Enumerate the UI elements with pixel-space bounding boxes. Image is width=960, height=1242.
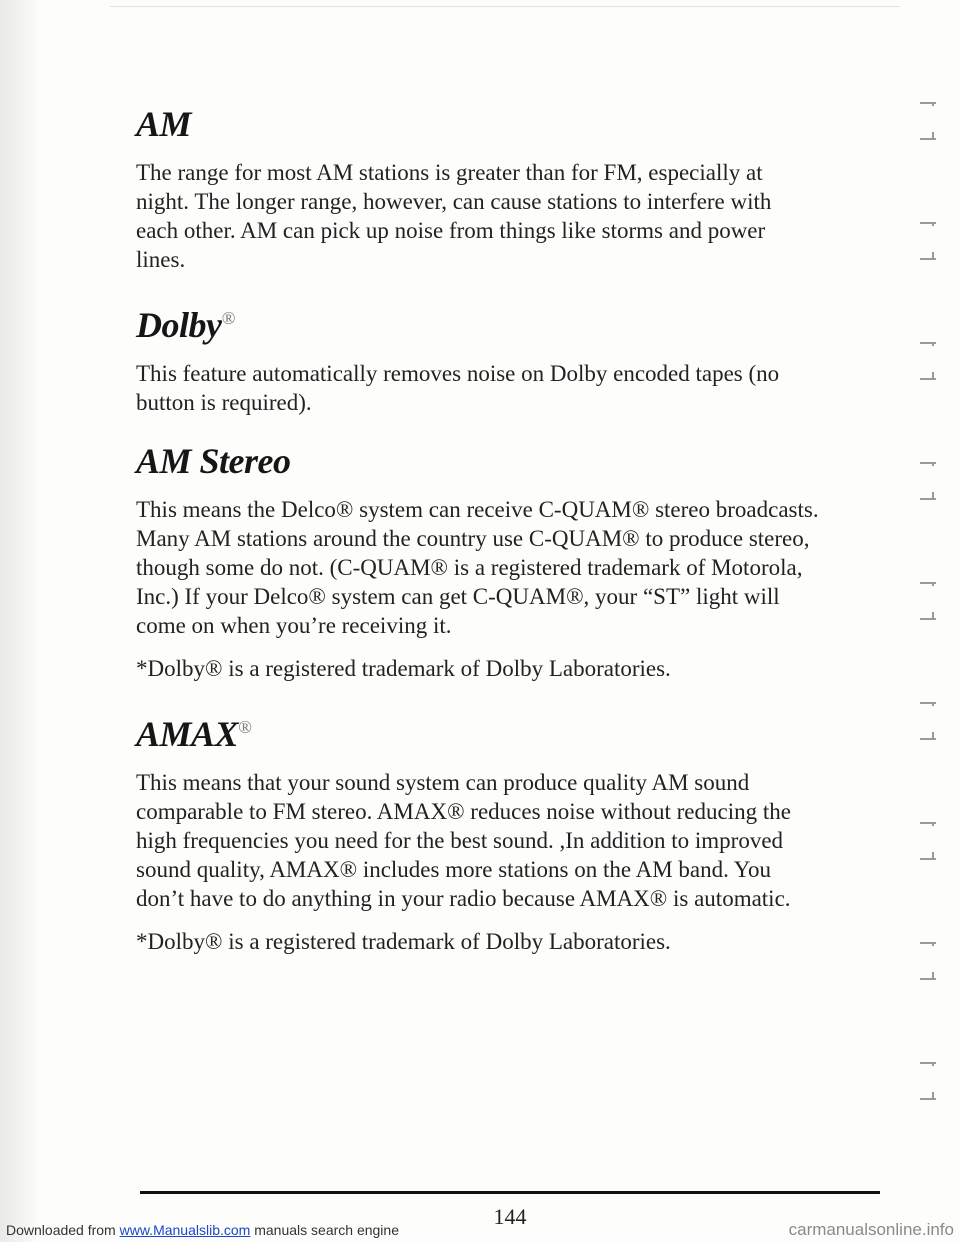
registered-mark: ®	[221, 308, 235, 328]
download-credit	[6, 1222, 399, 1238]
note-amax: *Dolby® is a registered trademark of Dolby Laboratories.	[136, 929, 671, 954]
index-tab-mark	[912, 930, 946, 1050]
index-tab-mark	[912, 690, 946, 810]
heading-amax	[136, 703, 896, 758]
heading-dolby	[136, 294, 896, 349]
page-edge-shadow	[0, 0, 40, 1242]
index-tab-mark	[912, 330, 946, 450]
section-am	[136, 100, 896, 274]
index-tab-mark	[912, 570, 946, 690]
body-amax: This means that your sound system can produce quality AM sound comparable to FM stereo. AMAX® reduces noise without reducing the high frequencies you need for the best sound. ,In addition to improved sound quality, AMAX® includes more stations on the AM band. You don’t have to do anything in your radio because AMAX® is automatic.	[136, 770, 791, 911]
index-tab-mark	[912, 810, 946, 930]
body-am: The range for most AM stations is greater than for FM, especially at night. The longer range, however, can cause stations to interfere with each other. AM can pick up noise from things like storms and power lines.	[136, 160, 772, 272]
heading-am-stereo: AM Stereo	[136, 441, 291, 481]
heading-dolby-text: Dolby	[136, 305, 222, 345]
index-tab-mark	[912, 1050, 946, 1170]
index-tab-mark	[912, 90, 946, 210]
registered-mark: ®	[238, 717, 252, 737]
download-credit-suffix: manuals search engine	[250, 1222, 399, 1238]
body-dolby: This feature automatically removes noise on Dolby encoded tapes (no button is required).	[136, 361, 780, 415]
download-credit-prefix: Downloaded from	[6, 1222, 120, 1238]
section-amax	[136, 703, 896, 956]
manual-page-content	[136, 100, 896, 976]
section-dolby	[136, 294, 896, 417]
note-am-stereo: *Dolby® is a registered trademark of Dolby Laboratories.	[136, 656, 671, 681]
manualslib-link[interactable]: www.Manualslib.com	[119, 1222, 251, 1238]
top-scan-line	[110, 6, 900, 7]
index-tab-mark	[912, 450, 946, 570]
section-am-stereo	[136, 437, 896, 683]
heading-amax-text: AMAX	[136, 714, 239, 754]
watermark-text: carmanualsonline.info	[788, 1220, 954, 1239]
edge-index-tabs	[912, 90, 946, 1170]
heading-am: AM	[136, 104, 192, 144]
index-tab-mark	[912, 210, 946, 330]
body-am-stereo: This means the Delco® system can receive C-QUAM® stereo broadcasts. Many AM stations around the country use C-QUAM® to produce stereo, though some do not. (C-QUAM® is a registered trademark of Motorola, Inc.) If your Delco® system can get C-QUAM®, your “ST” light will come on when you’re receiving it.	[136, 497, 819, 638]
page-number: 144	[493, 1204, 527, 1229]
footer-rule	[140, 1191, 880, 1194]
